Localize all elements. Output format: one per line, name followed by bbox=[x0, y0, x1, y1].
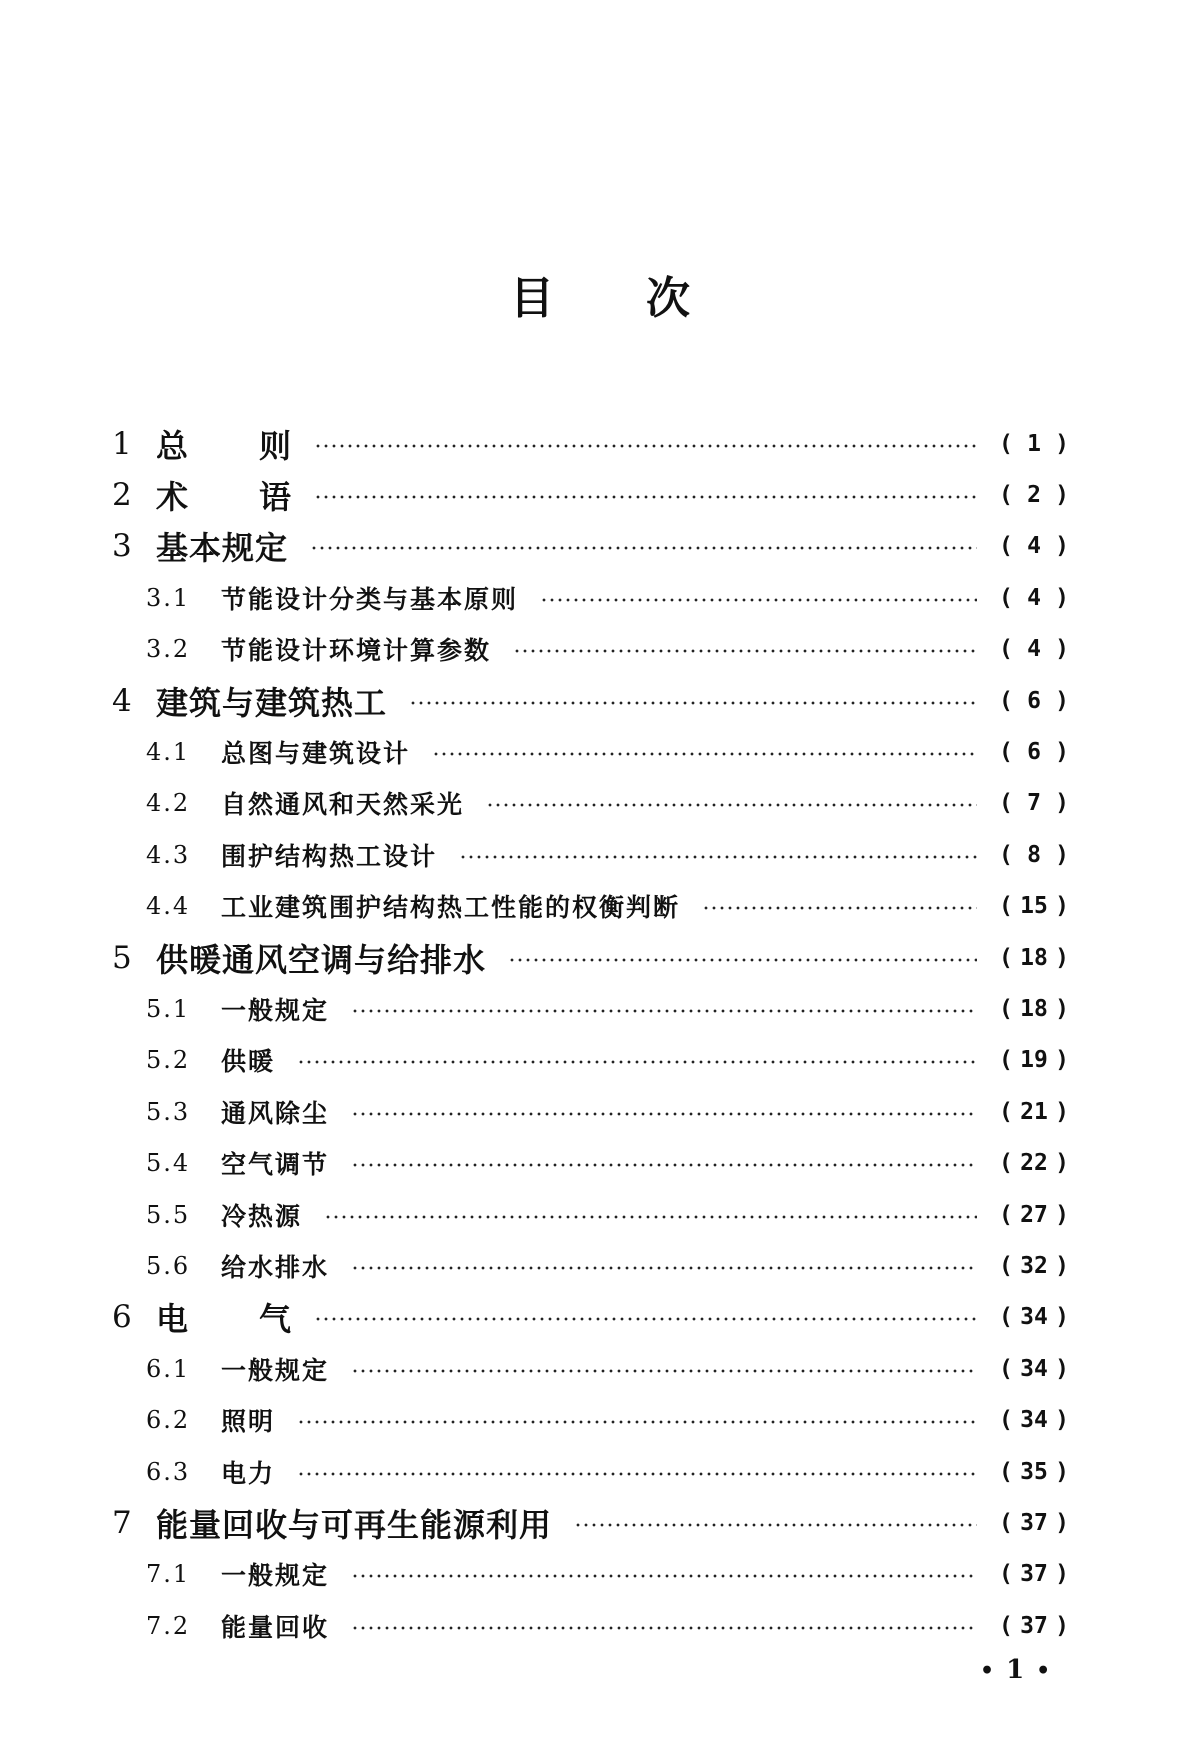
page-paren-close: ) bbox=[1055, 1304, 1069, 1331]
folio-dot-right: • bbox=[1036, 1658, 1051, 1684]
page-paren-open: ( bbox=[999, 944, 1013, 971]
page-number-value: 22 bbox=[1020, 1150, 1048, 1177]
page-paren-open: ( bbox=[999, 1458, 1013, 1485]
toc-entry-label-char: 术 bbox=[156, 478, 190, 517]
toc-chapter-row[interactable] bbox=[112, 932, 1069, 983]
toc-page-number bbox=[999, 1407, 1069, 1433]
page-paren-open: ( bbox=[999, 584, 1013, 611]
page-number-value: 34 bbox=[1020, 1304, 1048, 1331]
toc-section-row[interactable] bbox=[112, 726, 1069, 777]
toc-entry-number: 5.4 bbox=[146, 1149, 191, 1178]
toc-entry-number: 3.1 bbox=[146, 583, 191, 612]
dot-leader bbox=[297, 1472, 977, 1476]
toc-entry-number: 4.1 bbox=[146, 738, 191, 767]
toc-entry-label: 供暖通风空调与给排水 bbox=[156, 940, 487, 979]
page-paren-close: ) bbox=[1055, 1098, 1069, 1125]
dot-leader bbox=[351, 1266, 977, 1270]
page-number-value: 1 bbox=[1027, 430, 1041, 457]
page-paren-close: ) bbox=[1055, 1150, 1069, 1177]
page-paren-close: ) bbox=[1055, 841, 1069, 868]
page-number-value: 37 bbox=[1020, 1561, 1048, 1588]
toc-entry-label: 围护结构热工设计 bbox=[221, 841, 438, 871]
title-char-1: 目 bbox=[510, 273, 554, 324]
toc-section-row[interactable] bbox=[112, 1343, 1069, 1394]
toc-entry-label-char: 则 bbox=[258, 426, 292, 465]
title-char-2: 次 bbox=[646, 273, 690, 324]
toc-entry-label bbox=[156, 1294, 292, 1340]
page-number-value: 6 bbox=[1027, 739, 1041, 766]
toc-entry-number: 6 bbox=[112, 1299, 132, 1336]
toc-entry-number: 2 bbox=[112, 477, 132, 514]
page-number-value: 27 bbox=[1020, 1201, 1048, 1228]
toc-page-number bbox=[999, 1613, 1069, 1639]
toc-entry-number: 5.5 bbox=[146, 1200, 191, 1229]
dot-leader bbox=[409, 701, 977, 705]
dot-leader bbox=[702, 906, 977, 910]
page-paren-open: ( bbox=[999, 893, 1013, 920]
toc-entry-number: 5.3 bbox=[146, 1097, 191, 1126]
page-number-value: 34 bbox=[1020, 1407, 1048, 1434]
toc-page-number bbox=[999, 585, 1069, 611]
toc-section-row[interactable] bbox=[112, 572, 1069, 623]
toc-entry-label: 能量回收 bbox=[221, 1612, 330, 1642]
toc-entry-number: 6.2 bbox=[146, 1406, 191, 1435]
page-number-value: 34 bbox=[1020, 1355, 1048, 1382]
toc-entry-label: 冷热源 bbox=[221, 1201, 303, 1231]
toc-entry-label: 总图与建筑设计 bbox=[221, 739, 411, 769]
toc-entry-number: 7.1 bbox=[146, 1560, 191, 1589]
toc-page-number bbox=[999, 431, 1069, 457]
toc-entry-label-char: 气 bbox=[258, 1300, 292, 1339]
toc-entry-number: 4.3 bbox=[146, 840, 191, 869]
page-paren-open: ( bbox=[999, 1612, 1013, 1639]
page-number-value: 35 bbox=[1020, 1458, 1048, 1485]
toc-page-number bbox=[999, 1099, 1069, 1125]
page-number-value: 6 bbox=[1027, 687, 1041, 714]
toc-page-number bbox=[999, 1202, 1069, 1228]
dot-leader bbox=[314, 495, 977, 499]
dot-leader bbox=[314, 1317, 977, 1321]
toc-page-number bbox=[999, 790, 1069, 816]
page-number-value: 37 bbox=[1020, 1612, 1048, 1639]
page-paren-close: ) bbox=[1055, 584, 1069, 611]
toc-section-row[interactable] bbox=[112, 1035, 1069, 1086]
toc-page-number bbox=[999, 1304, 1069, 1330]
page-paren-open: ( bbox=[999, 995, 1013, 1022]
toc-section-row[interactable] bbox=[112, 1446, 1069, 1497]
page-number-value: 37 bbox=[1020, 1509, 1048, 1536]
toc-page-number bbox=[999, 1150, 1069, 1176]
page-paren-open: ( bbox=[999, 687, 1013, 714]
page-paren-close: ) bbox=[1055, 1509, 1069, 1536]
page-paren-close: ) bbox=[1055, 1561, 1069, 1588]
dot-leader bbox=[508, 958, 977, 962]
page-number-value: 15 bbox=[1020, 893, 1048, 920]
toc-entry-number: 4.2 bbox=[146, 789, 191, 818]
toc-entry-label: 供暖 bbox=[221, 1047, 276, 1077]
page-paren-close: ) bbox=[1055, 1047, 1069, 1074]
toc-section-row[interactable] bbox=[112, 778, 1069, 829]
toc-page-number bbox=[999, 688, 1069, 714]
toc-entry-label: 基本规定 bbox=[156, 529, 289, 568]
page-paren-open: ( bbox=[999, 1201, 1013, 1228]
toc-page-number bbox=[999, 1459, 1069, 1485]
toc-section-row[interactable] bbox=[112, 1240, 1069, 1291]
page-paren-open: ( bbox=[999, 1098, 1013, 1125]
page-paren-open: ( bbox=[999, 1047, 1013, 1074]
toc-entry-number: 5 bbox=[112, 939, 132, 976]
dot-leader bbox=[351, 1112, 977, 1116]
table-of-contents bbox=[112, 418, 1069, 1651]
toc-entry-number: 6.1 bbox=[146, 1354, 191, 1383]
toc-section-row[interactable] bbox=[112, 1600, 1069, 1651]
folio-number: 1 bbox=[1006, 1655, 1025, 1685]
toc-entry-label: 照明 bbox=[221, 1407, 276, 1437]
toc-page-number bbox=[999, 636, 1069, 662]
toc-page-number bbox=[999, 1356, 1069, 1382]
dot-leader bbox=[351, 1574, 977, 1578]
page-number-value: 4 bbox=[1027, 636, 1041, 663]
page-paren-close: ) bbox=[1055, 1201, 1069, 1228]
toc-chapter-row[interactable] bbox=[112, 1292, 1069, 1343]
toc-entry-number: 7 bbox=[112, 1504, 132, 1541]
toc-entry-number: 3 bbox=[112, 528, 132, 565]
page-paren-open: ( bbox=[999, 841, 1013, 868]
folio-dot-left: • bbox=[980, 1658, 995, 1684]
page-paren-open: ( bbox=[999, 1355, 1013, 1382]
toc-entry-label: 自然通风和天然采光 bbox=[221, 790, 465, 820]
toc-page-number bbox=[999, 1047, 1069, 1073]
page-paren-open: ( bbox=[999, 430, 1013, 457]
toc-entry-label: 能量回收与可再生能源利用 bbox=[156, 1505, 553, 1544]
toc-page-number bbox=[999, 482, 1069, 508]
page-paren-open: ( bbox=[999, 1304, 1013, 1331]
page-number-value: 8 bbox=[1027, 841, 1041, 868]
toc-entry-label bbox=[156, 472, 292, 518]
page-paren-open: ( bbox=[999, 636, 1013, 663]
toc-entry-number: 1 bbox=[112, 425, 132, 462]
toc-page-number bbox=[999, 739, 1069, 765]
toc-entry-label: 节能设计环境计算参数 bbox=[221, 636, 492, 666]
toc-page-number bbox=[999, 945, 1069, 971]
page-number-value: 19 bbox=[1020, 1047, 1048, 1074]
toc-section-row[interactable] bbox=[112, 881, 1069, 932]
toc-entry-number: 3.2 bbox=[146, 635, 191, 664]
page-paren-close: ) bbox=[1055, 995, 1069, 1022]
page-paren-close: ) bbox=[1055, 1407, 1069, 1434]
toc-entry-label: 一般规定 bbox=[221, 1355, 330, 1385]
toc-entry-number: 5.6 bbox=[146, 1251, 191, 1280]
page-number-value: 21 bbox=[1020, 1098, 1048, 1125]
dot-leader bbox=[432, 752, 977, 756]
dot-leader bbox=[351, 1369, 977, 1373]
toc-entry-label: 工业建筑围护结构热工性能的权衡判断 bbox=[221, 893, 681, 923]
page-folio bbox=[968, 1655, 1062, 1685]
toc-section-row[interactable] bbox=[112, 1086, 1069, 1137]
toc-section-row[interactable] bbox=[112, 624, 1069, 675]
dot-leader bbox=[314, 444, 977, 448]
page-paren-close: ) bbox=[1055, 739, 1069, 766]
toc-entry-label: 通风除尘 bbox=[221, 1098, 330, 1128]
toc-entry-label-char: 语 bbox=[258, 478, 292, 517]
toc-entry-number: 5.2 bbox=[146, 1046, 191, 1075]
page-title bbox=[0, 262, 1200, 326]
toc-entry-label: 空气调节 bbox=[221, 1150, 330, 1180]
dot-leader bbox=[459, 855, 977, 859]
dot-leader bbox=[310, 546, 977, 550]
toc-chapter-row[interactable] bbox=[112, 521, 1069, 572]
page-paren-close: ) bbox=[1055, 430, 1069, 457]
page-paren-open: ( bbox=[999, 533, 1013, 560]
toc-section-row[interactable] bbox=[112, 1137, 1069, 1188]
page-paren-close: ) bbox=[1055, 533, 1069, 560]
toc-entry-label-char: 电 bbox=[156, 1300, 190, 1339]
toc-chapter-row[interactable] bbox=[112, 675, 1069, 726]
page-paren-open: ( bbox=[999, 739, 1013, 766]
toc-entry-number: 7.2 bbox=[146, 1611, 191, 1640]
toc-chapter-row[interactable] bbox=[112, 469, 1069, 520]
page-paren-close: ) bbox=[1055, 1458, 1069, 1485]
toc-entry-label: 一般规定 bbox=[221, 995, 330, 1025]
page-paren-open: ( bbox=[999, 1407, 1013, 1434]
dot-leader bbox=[351, 1626, 977, 1630]
page-paren-close: ) bbox=[1055, 1252, 1069, 1279]
page-number-value: 7 bbox=[1027, 790, 1041, 817]
page-paren-close: ) bbox=[1055, 687, 1069, 714]
toc-page-number bbox=[999, 996, 1069, 1022]
toc-section-row[interactable] bbox=[112, 1189, 1069, 1240]
page-paren-open: ( bbox=[999, 1252, 1013, 1279]
page-number-value: 18 bbox=[1020, 944, 1048, 971]
toc-page-number bbox=[999, 1561, 1069, 1587]
toc-entry-label: 建筑与建筑热工 bbox=[156, 683, 388, 722]
page-paren-close: ) bbox=[1055, 1355, 1069, 1382]
page-paren-close: ) bbox=[1055, 944, 1069, 971]
dot-leader bbox=[297, 1060, 977, 1064]
toc-chapter-row[interactable] bbox=[112, 1497, 1069, 1548]
toc-entry-number: 6.3 bbox=[146, 1457, 191, 1486]
toc-chapter-row[interactable] bbox=[112, 418, 1069, 469]
toc-entry-number: 4 bbox=[112, 682, 132, 719]
toc-entry-label: 节能设计分类与基本原则 bbox=[221, 584, 519, 614]
page-paren-open: ( bbox=[999, 790, 1013, 817]
toc-page-number bbox=[999, 842, 1069, 868]
page-paren-close: ) bbox=[1055, 482, 1069, 509]
page-number-value: 4 bbox=[1027, 584, 1041, 611]
toc-page-number bbox=[999, 893, 1069, 919]
dot-leader bbox=[574, 1523, 977, 1527]
page-paren-close: ) bbox=[1055, 636, 1069, 663]
toc-page-number bbox=[999, 533, 1069, 559]
page-number-value: 2 bbox=[1027, 482, 1041, 509]
page-paren-close: ) bbox=[1055, 1612, 1069, 1639]
page-paren-open: ( bbox=[999, 1509, 1013, 1536]
toc-section-row[interactable] bbox=[112, 829, 1069, 880]
page-paren-close: ) bbox=[1055, 893, 1069, 920]
page-paren-close: ) bbox=[1055, 790, 1069, 817]
page-number-value: 32 bbox=[1020, 1252, 1048, 1279]
toc-entry-number: 4.4 bbox=[146, 892, 191, 921]
dot-leader bbox=[324, 1215, 977, 1219]
page-number-value: 18 bbox=[1020, 995, 1048, 1022]
toc-entry-label-char: 总 bbox=[156, 426, 190, 465]
toc-page-number bbox=[999, 1510, 1069, 1536]
toc-entry-label: 给水排水 bbox=[221, 1252, 330, 1282]
toc-entry-number: 5.1 bbox=[146, 994, 191, 1023]
dot-leader bbox=[351, 1163, 977, 1167]
toc-section-row[interactable] bbox=[112, 1549, 1069, 1600]
dot-leader bbox=[540, 598, 977, 602]
toc-page-number bbox=[999, 1253, 1069, 1279]
dot-leader bbox=[297, 1420, 977, 1424]
dot-leader bbox=[351, 1009, 977, 1013]
dot-leader bbox=[486, 803, 977, 807]
toc-section-row[interactable] bbox=[112, 983, 1069, 1034]
dot-leader bbox=[513, 649, 977, 653]
page-paren-open: ( bbox=[999, 482, 1013, 509]
toc-section-row[interactable] bbox=[112, 1394, 1069, 1445]
page-paren-open: ( bbox=[999, 1150, 1013, 1177]
toc-entry-label bbox=[156, 421, 292, 467]
toc-entry-label: 一般规定 bbox=[221, 1561, 330, 1591]
toc-entry-label: 电力 bbox=[221, 1458, 276, 1488]
page-number-value: 4 bbox=[1027, 533, 1041, 560]
page-paren-open: ( bbox=[999, 1561, 1013, 1588]
